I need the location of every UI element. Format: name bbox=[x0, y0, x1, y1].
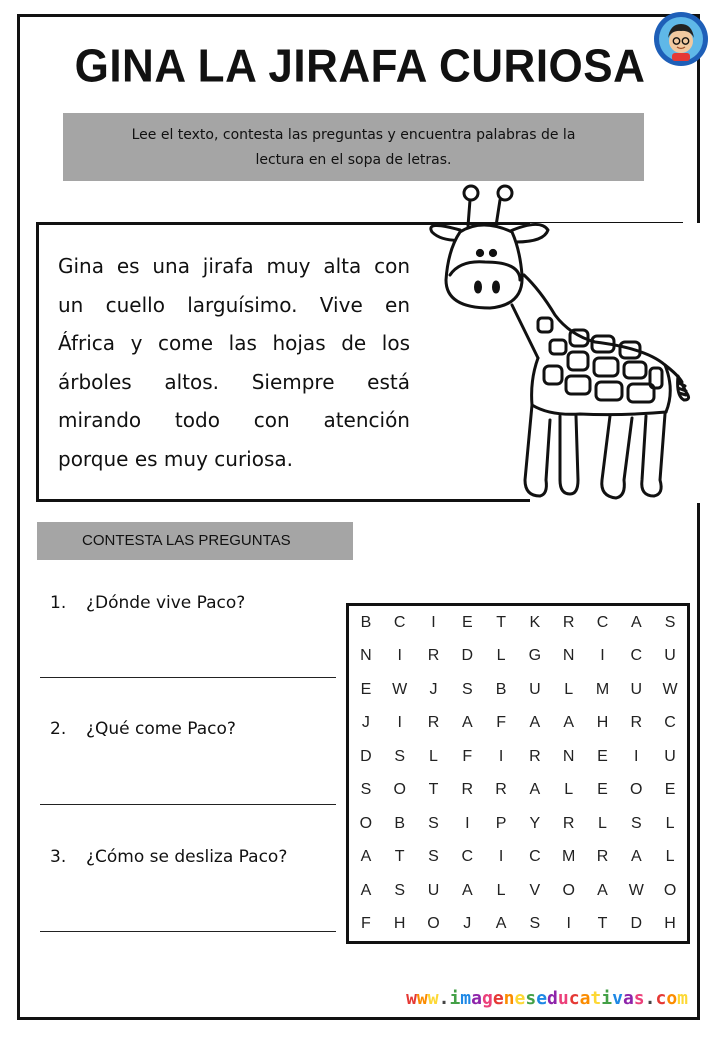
word-search-cell[interactable]: A bbox=[360, 881, 372, 899]
word-search-cell[interactable]: S bbox=[394, 881, 406, 899]
footer-url-char: i bbox=[449, 988, 461, 1009]
word-search-cell[interactable]: O bbox=[663, 881, 677, 899]
word-search-cell[interactable]: E bbox=[597, 747, 608, 765]
word-search-cell[interactable]: R bbox=[529, 747, 541, 765]
giraffe-illustration-icon bbox=[420, 180, 710, 510]
word-search-cell[interactable]: C bbox=[529, 848, 541, 866]
word-search-cell[interactable]: U bbox=[664, 747, 676, 765]
word-search-cell[interactable]: C bbox=[630, 647, 643, 665]
word-search-cell[interactable]: I bbox=[498, 747, 504, 765]
word-search-cell[interactable]: W bbox=[662, 680, 678, 698]
word-search-cell[interactable]: J bbox=[463, 915, 472, 933]
question-number: 3. bbox=[50, 847, 67, 867]
footer-url-char: t bbox=[590, 988, 602, 1009]
question-text: ¿Qué come Paco? bbox=[86, 719, 236, 739]
question-text: ¿Cómo se desliza Paco? bbox=[86, 847, 288, 867]
footer-url-char: m bbox=[460, 988, 472, 1009]
footer-url-char: e bbox=[492, 988, 504, 1009]
word-search-cell[interactable]: L bbox=[496, 881, 506, 899]
answer-line-3[interactable] bbox=[40, 931, 336, 932]
instructions-box bbox=[63, 113, 644, 181]
word-search-cell[interactable]: N bbox=[562, 747, 575, 765]
word-search-cell[interactable]: S bbox=[428, 814, 439, 832]
word-search-cell[interactable]: I bbox=[498, 848, 504, 866]
word-search-row bbox=[349, 707, 687, 741]
word-search-cell[interactable]: U bbox=[664, 647, 676, 665]
footer-url-char: e bbox=[514, 988, 526, 1009]
word-search-cell[interactable]: W bbox=[392, 680, 408, 698]
word-search-cell[interactable]: A bbox=[360, 848, 372, 866]
footer-url-char: . bbox=[438, 988, 450, 1009]
word-search-cell[interactable]: A bbox=[630, 613, 642, 631]
word-search-cell[interactable]: S bbox=[630, 814, 642, 832]
word-search-cell[interactable]: S bbox=[428, 848, 439, 866]
footer-url-char: u bbox=[557, 988, 569, 1009]
word-search-cell[interactable]: A bbox=[630, 848, 642, 866]
word-search-cell[interactable]: M bbox=[595, 680, 610, 698]
reading-line: un cuello larguísimo. Vive en bbox=[58, 292, 410, 317]
word-search-cell[interactable]: L bbox=[665, 848, 675, 866]
word-search-cell[interactable]: R bbox=[461, 781, 474, 799]
word-search-row bbox=[349, 908, 687, 942]
footer-url-char: a bbox=[622, 988, 634, 1009]
word-search-cell[interactable]: I bbox=[397, 647, 402, 665]
word-search-grid[interactable] bbox=[346, 603, 690, 944]
question-number: 2. bbox=[50, 719, 67, 739]
word-search-cell[interactable]: T bbox=[428, 781, 439, 799]
word-search-cell[interactable]: B bbox=[495, 680, 507, 698]
word-search-cell[interactable]: V bbox=[529, 881, 541, 899]
word-search-cell[interactable]: A bbox=[563, 714, 575, 732]
word-search-cell[interactable]: A bbox=[529, 781, 541, 799]
word-search-cell[interactable]: I bbox=[397, 714, 402, 732]
footer-url-char: c bbox=[568, 988, 580, 1009]
word-search-cell[interactable]: L bbox=[496, 647, 506, 665]
footer-url-char: g bbox=[481, 988, 493, 1009]
word-search-cell[interactable]: U bbox=[427, 881, 440, 899]
word-search-cell[interactable]: P bbox=[495, 814, 507, 832]
word-search-cell[interactable]: I bbox=[566, 915, 571, 933]
word-search-cell[interactable]: T bbox=[394, 848, 405, 866]
word-search-row bbox=[349, 640, 687, 674]
word-search-cell[interactable]: A bbox=[529, 714, 541, 732]
page-title: GINA LA JIRAFA CURIOSA bbox=[74, 40, 646, 93]
footer-url-char: d bbox=[547, 988, 558, 1009]
word-search-cell[interactable]: D bbox=[461, 647, 474, 665]
footer-url-char: m bbox=[677, 988, 688, 1009]
word-search-cell[interactable]: H bbox=[664, 915, 676, 933]
word-search-cell[interactable]: R bbox=[562, 814, 575, 832]
instructions-line-2: lectura en el sopa de letras. bbox=[255, 152, 452, 168]
word-search-cell[interactable]: A bbox=[461, 714, 473, 732]
word-search-cell[interactable]: U bbox=[529, 680, 541, 698]
teacher-avatar-logo-icon bbox=[652, 10, 710, 68]
word-search-cell[interactable]: O bbox=[562, 881, 575, 899]
word-search-cell[interactable]: C bbox=[664, 714, 676, 732]
word-search-cell[interactable]: H bbox=[596, 714, 609, 732]
footer-url-char: . bbox=[644, 988, 656, 1009]
footer-url-char: s bbox=[525, 988, 537, 1009]
question-text: ¿Dónde vive Paco? bbox=[86, 593, 246, 613]
word-search-cell[interactable]: O bbox=[427, 915, 440, 933]
word-search-cell[interactable]: J bbox=[429, 680, 438, 698]
word-search-cell[interactable]: C bbox=[596, 613, 609, 631]
word-search-cell[interactable]: U bbox=[630, 680, 643, 698]
footer-url-char: i bbox=[601, 988, 613, 1009]
footer-url-char: w bbox=[427, 988, 439, 1009]
question-1 bbox=[50, 593, 245, 613]
reading-line: porque es muy curiosa. bbox=[58, 446, 293, 471]
word-search-row bbox=[349, 874, 687, 908]
reading-line: Gina es una jirafa muy alta con bbox=[58, 254, 410, 278]
footer-url-char: w bbox=[416, 988, 428, 1009]
word-search-cell[interactable]: S bbox=[394, 747, 406, 765]
answer-line-2[interactable] bbox=[40, 804, 336, 805]
word-search-cell[interactable]: R bbox=[427, 714, 440, 732]
footer-url-char: s bbox=[633, 988, 645, 1009]
word-search-cell[interactable]: C bbox=[393, 613, 406, 631]
word-search-cell[interactable]: A bbox=[597, 881, 608, 899]
word-search-cell[interactable]: L bbox=[429, 747, 438, 765]
question-number: 1. bbox=[50, 593, 67, 613]
word-search-cell[interactable]: O bbox=[393, 781, 406, 799]
word-search-cell[interactable]: A bbox=[461, 881, 473, 899]
footer-url-char: v bbox=[612, 988, 623, 1009]
word-search-cell[interactable]: W bbox=[628, 881, 644, 899]
word-search-cell[interactable]: I bbox=[634, 747, 639, 765]
word-search-cell[interactable]: O bbox=[359, 814, 373, 832]
section-title: CONTESTA LAS PREGUNTAS bbox=[37, 522, 353, 560]
word-search-cell[interactable]: J bbox=[361, 714, 370, 732]
word-search-cell[interactable]: M bbox=[562, 848, 576, 866]
word-search-cell[interactable]: R bbox=[495, 781, 507, 799]
word-search-row bbox=[349, 774, 687, 808]
word-search-cell[interactable]: S bbox=[461, 680, 473, 698]
word-search-cell[interactable]: I bbox=[465, 814, 470, 832]
answer-line-1[interactable] bbox=[40, 677, 336, 678]
footer-url-char: a bbox=[471, 988, 482, 1009]
word-search-cell[interactable]: I bbox=[600, 647, 605, 665]
instructions-line-1: Lee el texto, contesta las preguntas y encuentra palabras de la bbox=[131, 127, 576, 143]
word-search-cell[interactable]: I bbox=[431, 613, 436, 631]
word-search-row bbox=[349, 740, 687, 774]
word-search-cell[interactable]: F bbox=[462, 747, 473, 765]
word-search-cell[interactable]: E bbox=[461, 613, 473, 631]
footer-url bbox=[406, 988, 688, 1009]
word-search-cell[interactable]: F bbox=[496, 714, 506, 732]
word-search-cell[interactable]: R bbox=[630, 714, 643, 732]
footer-url-char: a bbox=[579, 988, 591, 1009]
question-2 bbox=[50, 719, 236, 739]
word-search-cell[interactable]: H bbox=[393, 915, 406, 933]
reading-line: árboles altos. Siempre está bbox=[58, 369, 410, 394]
word-search-cell[interactable]: E bbox=[664, 781, 676, 799]
word-search-row bbox=[349, 673, 687, 707]
word-search-cell[interactable]: L bbox=[598, 814, 607, 832]
word-search-cell[interactable]: G bbox=[528, 647, 542, 665]
word-search-cell[interactable]: B bbox=[360, 613, 372, 631]
word-search-cell[interactable]: L bbox=[665, 814, 675, 832]
word-search-cell[interactable]: R bbox=[562, 613, 575, 631]
word-search-cell[interactable]: F bbox=[361, 915, 371, 933]
word-search-cell[interactable]: A bbox=[495, 915, 507, 933]
word-search-cell[interactable]: R bbox=[596, 848, 609, 866]
word-search-row bbox=[349, 807, 687, 841]
word-search-cell[interactable]: C bbox=[461, 848, 474, 866]
word-search-cell[interactable]: O bbox=[630, 781, 643, 799]
reading-line: África y come las hojas de los bbox=[58, 331, 410, 355]
word-search-cell[interactable]: L bbox=[564, 781, 574, 799]
question-3 bbox=[50, 847, 287, 867]
word-search-cell[interactable]: D bbox=[360, 747, 372, 765]
footer-url-char: w bbox=[406, 988, 417, 1009]
word-search-cell[interactable]: L bbox=[564, 680, 574, 698]
word-search-cell[interactable]: N bbox=[360, 647, 372, 665]
reading-text bbox=[58, 247, 410, 478]
word-search-cell[interactable]: E bbox=[597, 781, 608, 799]
word-search-row bbox=[349, 841, 687, 875]
word-search-cell[interactable]: K bbox=[529, 613, 541, 631]
footer-url-char: n bbox=[503, 988, 515, 1009]
word-search-cell[interactable]: S bbox=[664, 613, 676, 631]
word-search-row bbox=[349, 606, 687, 640]
word-search-cell[interactable]: R bbox=[427, 647, 440, 665]
word-search-cell[interactable]: T bbox=[597, 915, 608, 933]
footer-url-char: e bbox=[536, 988, 548, 1009]
footer-url-char: c bbox=[655, 988, 667, 1009]
word-search-cell[interactable]: N bbox=[562, 647, 575, 665]
word-search-cell[interactable]: D bbox=[630, 915, 643, 933]
word-search-cell[interactable]: Y bbox=[529, 814, 541, 832]
word-search-cell[interactable]: T bbox=[496, 613, 506, 631]
word-search-cell[interactable]: S bbox=[529, 915, 541, 933]
reading-line: mirando todo con atención bbox=[58, 408, 410, 432]
word-search-cell[interactable]: S bbox=[360, 781, 372, 799]
word-search-cell[interactable]: E bbox=[360, 680, 372, 698]
word-search-cell[interactable]: B bbox=[394, 814, 406, 832]
footer-url-char: o bbox=[666, 988, 678, 1009]
